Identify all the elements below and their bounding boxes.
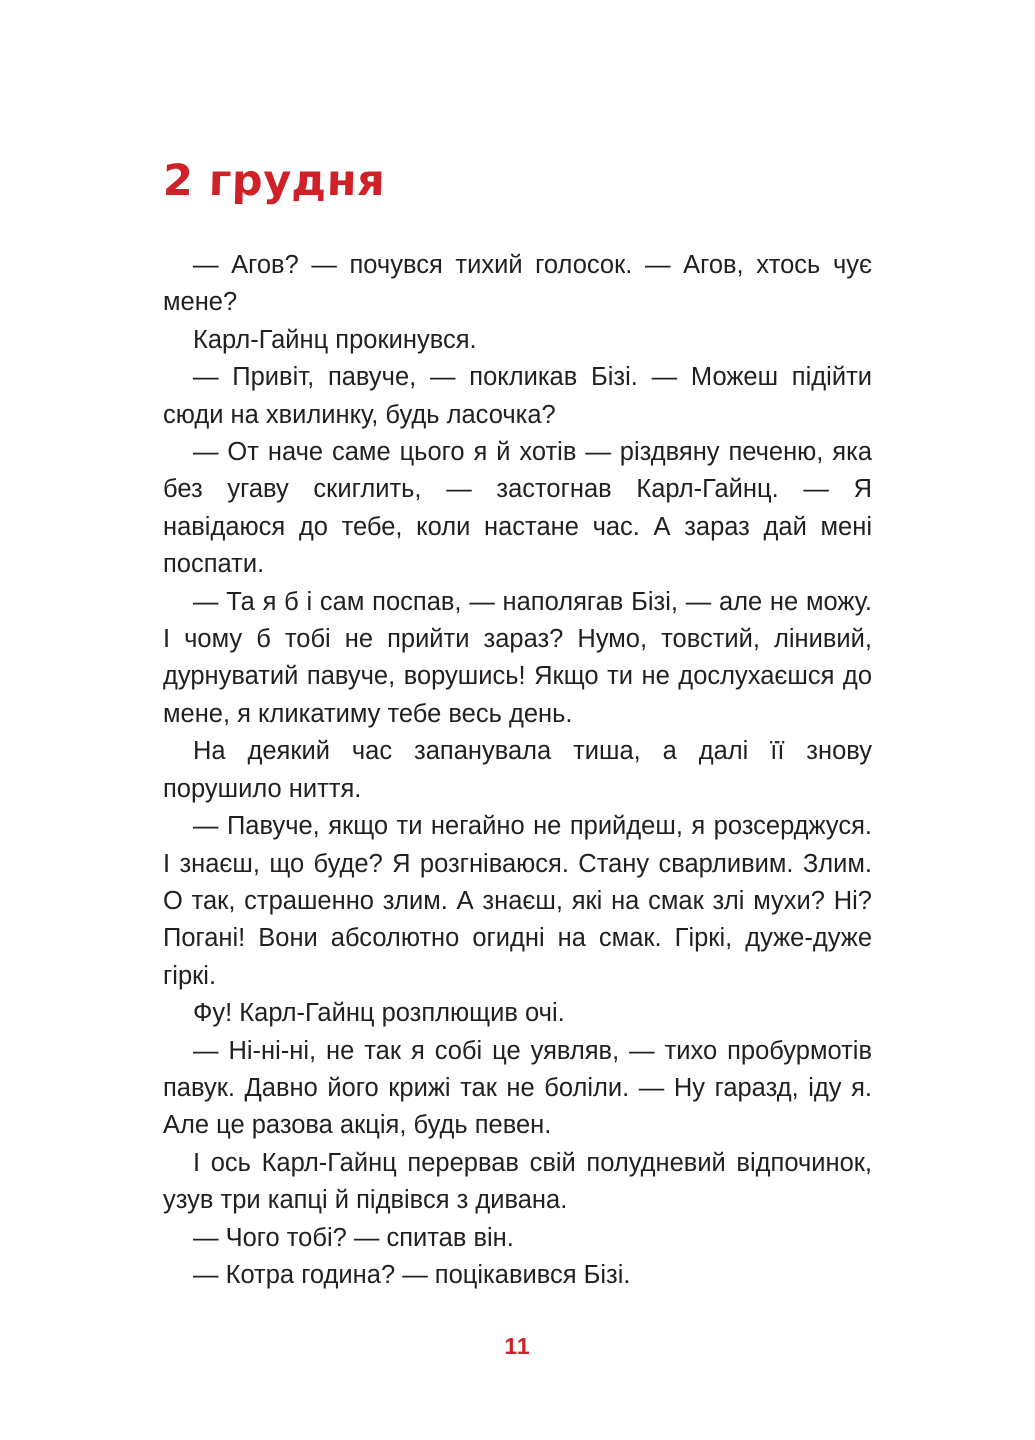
paragraph: — Привіт, павуче, — покликав Бізі. — Можеш підійти сюди на хвилинку, будь ласочка? [163, 363, 872, 429]
paragraph: — Котра година? — поцікавився Бізі. [193, 1260, 631, 1289]
body-text [163, 247, 872, 1294]
paragraph: І ось Карл-Гайнц перервав свій полудневий відпочинок, узув три капці й підвівся з дивана. [163, 1148, 872, 1215]
page-number: 11 [504, 1333, 531, 1359]
paragraph: Фу! Карл-Гайнц розплющив очі. [193, 999, 565, 1028]
paragraph: — От наче саме цього я й хотів — різдвяну печеню, яка без угаву скиглить, — застогнав Карл-Гайнц. — Я навідаюся до тебе, коли настане час. А зараз дай мені поспати. [163, 438, 872, 579]
paragraph: — Ні-ні-ні, не так я собі це уявляв, — тихо пробурмотів павук. Давно його крижі так не боліли. — Ну гаразд, іду я. Але це разова акція, будь певен. [163, 1036, 872, 1140]
paragraph: Карл-Гайнц прокинувся. [193, 325, 477, 354]
paragraph: — Агов? — почувся тихий голосок. — Агов, хтось чує мене? [163, 251, 872, 317]
paragraph: — Та я б і сам поспав, — наполягав Бізі, — але не можу. І чому б тобі не прийти зараз? Нумо, товстий, лінивий, дурнуватий павуче, ворушись! Якщо ти не дослухаєшся до мене, я кликатиму тебе весь день. [163, 587, 872, 728]
paragraph: — Чого тобі? — спитав він. [193, 1223, 514, 1252]
paragraph: На деякий час запанувала тиша, а далі її знову порушило ниття. [163, 737, 872, 803]
paragraph: — Павуче, якщо ти негайно не прийдеш, я розсерджуся. І знаєш, що буде? Я розгніваюся. Стану сварливим. Злим. О так, страшенно злим. А знаєш, які на смак злі мухи? Ні? Погані! Вони абсолютно огидні на смак. Гіркі, дуже-дуже гіркі. [163, 812, 872, 990]
chapter-heading: 2 грудня [162, 156, 386, 206]
